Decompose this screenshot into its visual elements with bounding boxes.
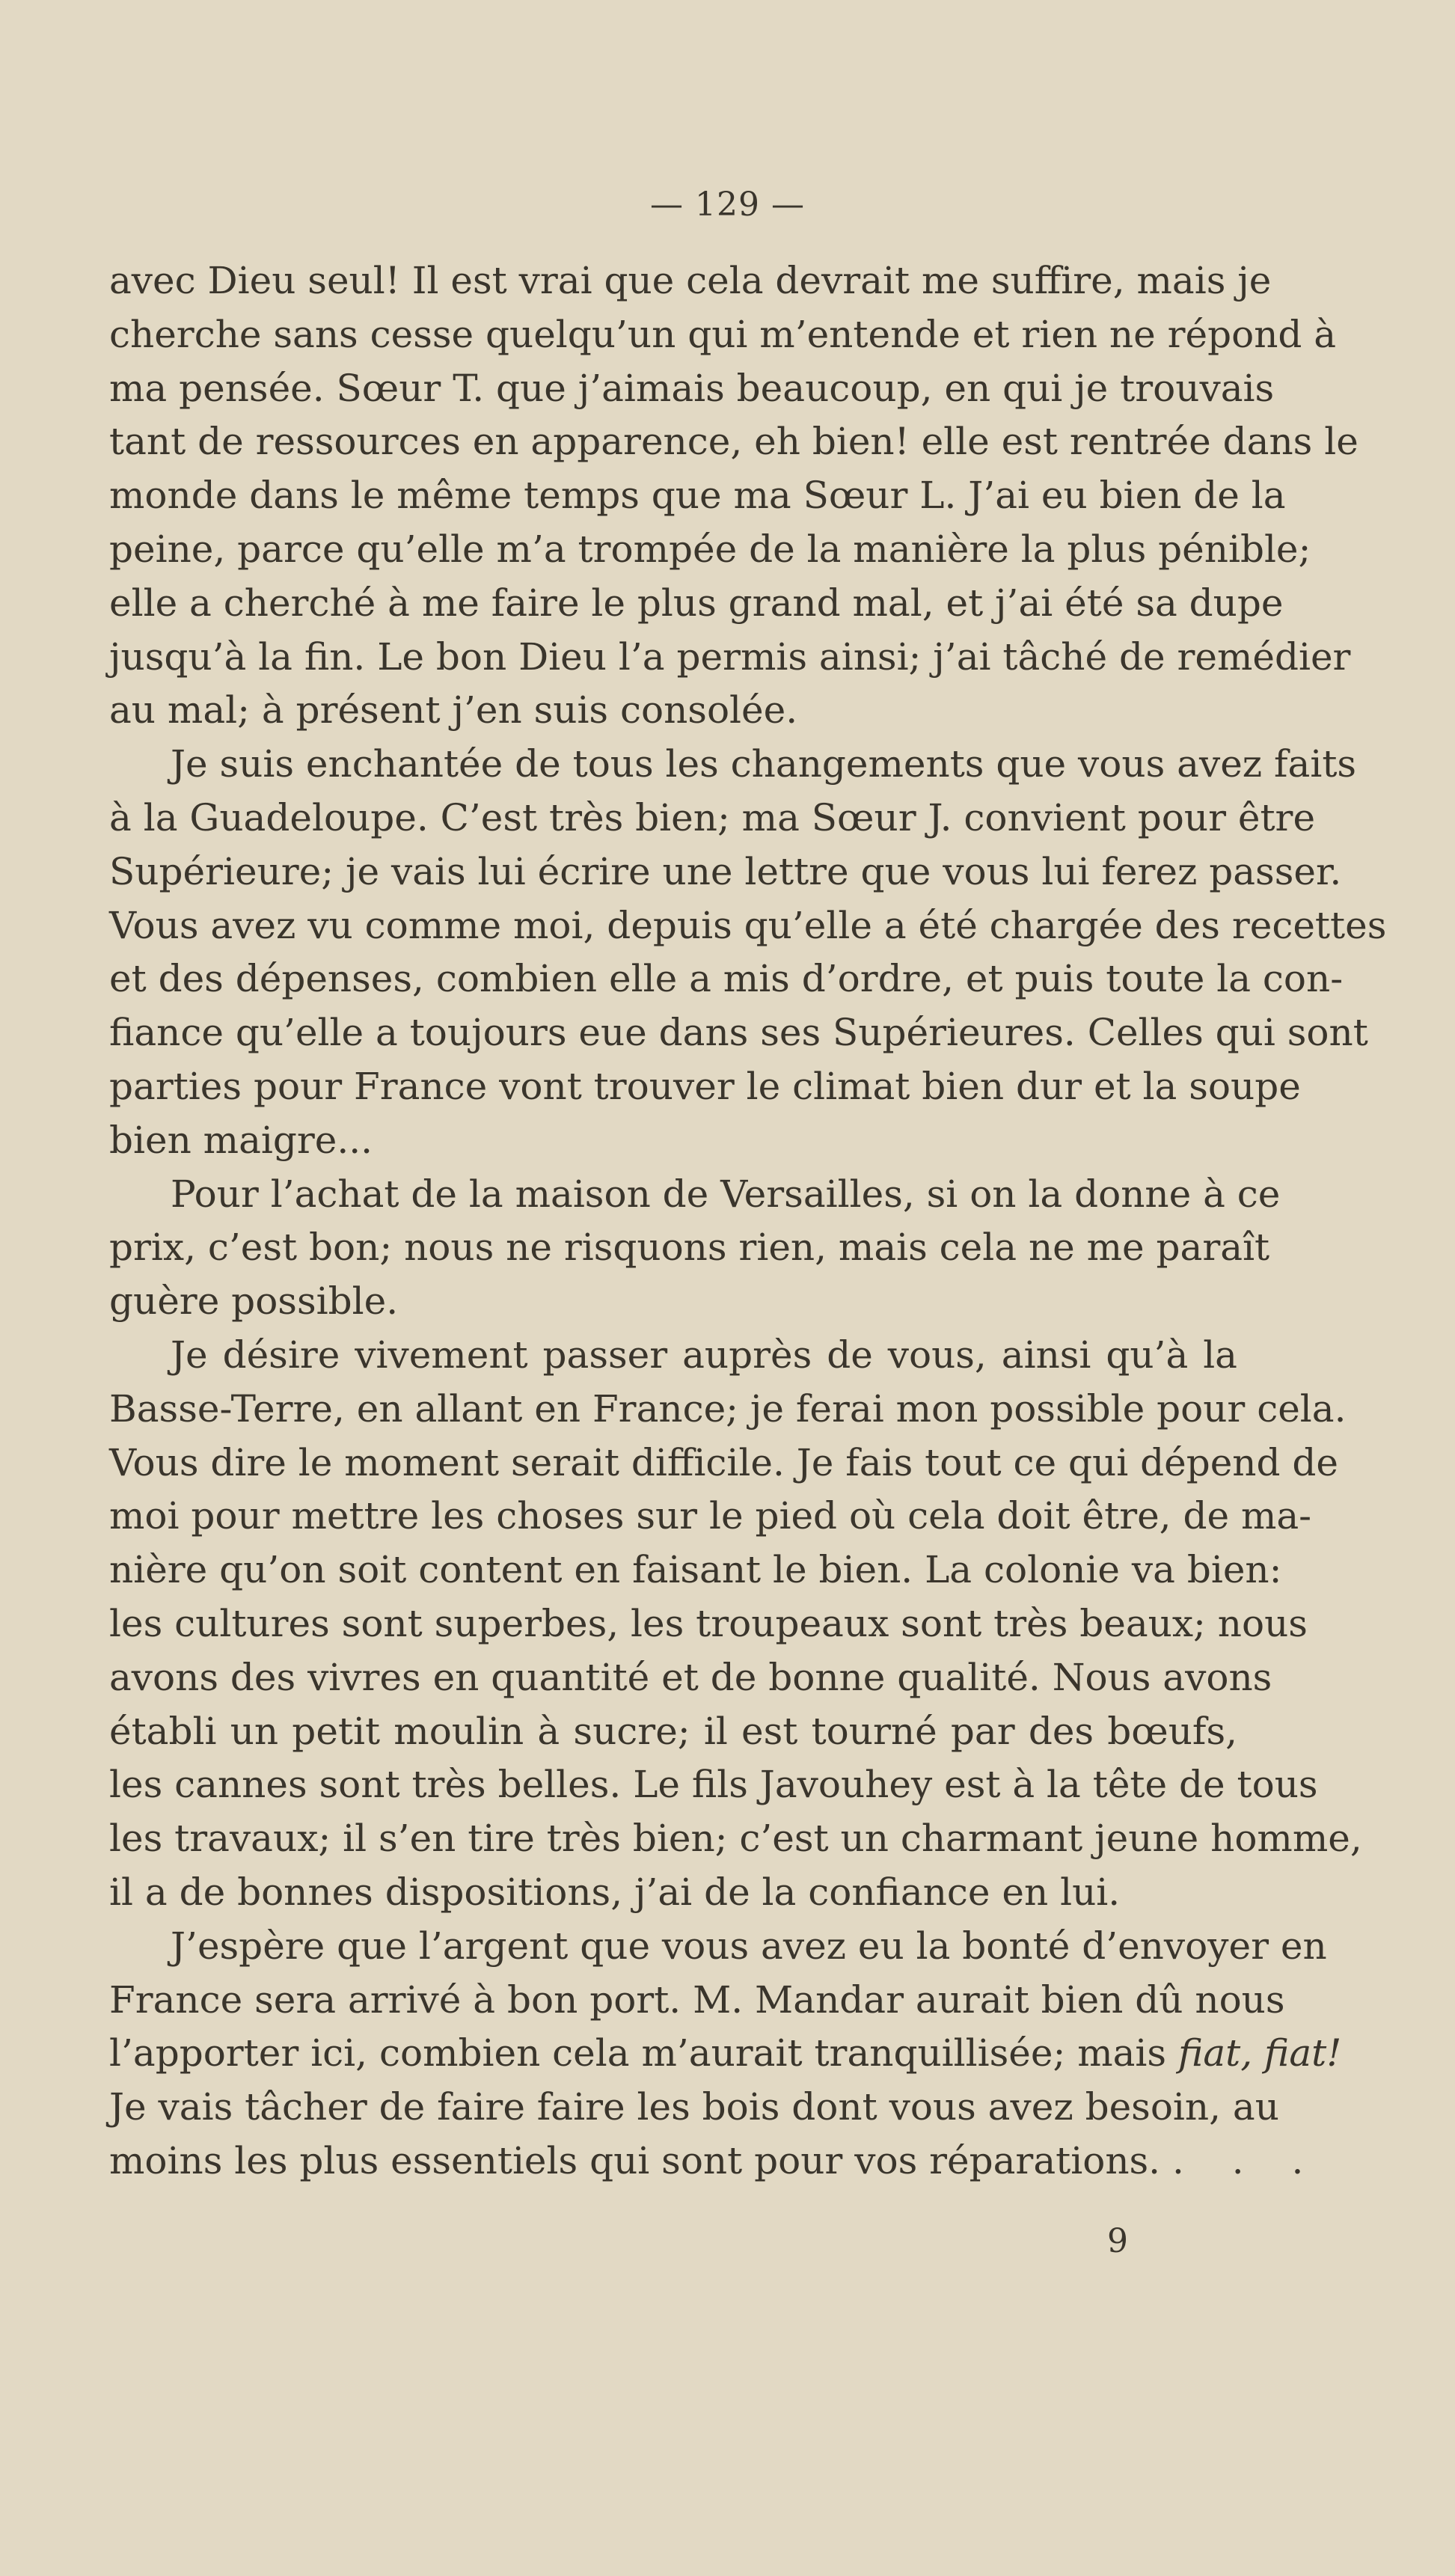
page-number-header: — 129 —	[650, 186, 805, 224]
text-line	[109, 2027, 1342, 2081]
text-line: avec Dieu seul! Il est vrai que cela devrait me suffire, mais je	[109, 259, 1272, 302]
text-line: peine, parce qu’elle m’a trompée de la manière la plus pénible;	[109, 527, 1311, 571]
text-line: France sera arrivé à bon port. M. Mandar aurait bien dû nous	[109, 1977, 1285, 2022]
italic-phrase: fiat, fiat!	[1177, 2031, 1342, 2075]
text-line: Pour l’achat de la maison de Versailles, si on la donne à ce	[171, 1172, 1281, 1216]
text-line: parties pour France vont trouver le climat bien dur et la soupe	[109, 1064, 1301, 1108]
paragraph-1	[109, 254, 1358, 738]
text-line-start: moins les plus essentiels qui sont pour vos réparations.	[109, 2138, 1161, 2182]
signature-mark: 9	[1107, 2222, 1128, 2260]
text-line: bien maigre...	[109, 1118, 373, 1162]
text-line: les travaux; il s’en tire très bien; c’est un charmant jeune homme,	[109, 1817, 1362, 1861]
body-text	[109, 254, 1387, 2188]
text-line: Vous dire le moment serait difficile. Je fais tout ce qui dépend de	[109, 1440, 1338, 1484]
paragraph-4	[109, 1329, 1362, 1920]
text-line: jusqu’à la fin. Le bon Dieu l’a permis ainsi; j’ai tâché de remédier	[109, 634, 1351, 679]
text-line: tant de ressources en apparence, eh bien! elle est rentrée dans le	[109, 420, 1358, 464]
text-line: à la Guadeloupe. C’est très bien; ma Sœur J. convient pour être	[109, 795, 1316, 839]
text-line: Je suis enchantée de tous les changements que vous avez faits	[171, 742, 1357, 786]
text-line: Je vais tâcher de faire faire les bois dont vous avez besoin, au	[109, 2085, 1279, 2129]
text-line: établi un petit moulin à sucre; il est tourné par des bœufs,	[109, 1709, 1237, 1753]
text-line	[109, 2135, 1322, 2188]
text-line: les cannes sont très belles. Le fils Javouhey est à la tête de tous	[109, 1763, 1318, 1807]
text-line: avons des vivres en quantité et de bonne qualité. Nous avons	[109, 1655, 1272, 1699]
paragraph-2	[109, 738, 1387, 1167]
text-line: Je désire vivement passer auprès de vous, ainsi qu’à la	[171, 1333, 1237, 1377]
text-line: cherche sans cesse quelqu’un qui m’entende et rien ne répond à	[109, 312, 1337, 356]
paragraph-5	[109, 1920, 1342, 2188]
text-line: Vous avez vu comme moi, depuis qu’elle a été chargée des recettes	[109, 903, 1387, 947]
ellipsis: . . .	[1171, 2138, 1322, 2182]
text-line: fiance qu’elle a toujours eue dans ses Supérieures. Celles qui sont	[109, 1011, 1368, 1055]
paragraph-3	[109, 1168, 1281, 1329]
text-line: prix, c’est bon; nous ne risquons rien, mais cela ne me paraît	[109, 1226, 1270, 1270]
text-line: il a de bonnes dispositions, j’ai de la confiance en lui.	[109, 1870, 1121, 1914]
text-line: moi pour mettre les choses sur le pied où cela doit être, de ma-	[109, 1494, 1312, 1538]
text-line-start: l’apporter ici, combien cela m’aurait tranquillisée; mais	[109, 2031, 1178, 2075]
text-line: monde dans le même temps que ma Sœur L. J’ai eu bien de la	[109, 474, 1286, 518]
text-line: Supérieure; je vais lui écrire une lettre que vous lui ferez passer.	[109, 849, 1342, 893]
text-line: ma pensée. Sœur T. que j’aimais beaucoup, en qui je trouvais	[109, 366, 1275, 410]
text-line: elle a cherché à me faire le plus grand mal, et j’ai été sa dupe	[109, 581, 1284, 625]
text-line: J’espère que l’argent que vous avez eu la bonté d’envoyer en	[171, 1924, 1327, 1968]
text-line: guère possible.	[109, 1279, 399, 1324]
text-line: et des dépenses, combien elle a mis d’ordre, et puis toute la con-	[109, 957, 1344, 1001]
text-line: nière qu’on soit content en faisant le bien. La colonie va bien:	[109, 1548, 1282, 1592]
text-line: les cultures sont superbes, les troupeaux sont très beaux; nous	[109, 1601, 1308, 1645]
text-line: Basse-Terre, en allant en France; je ferai mon possible pour cela.	[109, 1386, 1347, 1431]
text-line: au mal; à présent j’en suis consolée.	[109, 688, 798, 732]
